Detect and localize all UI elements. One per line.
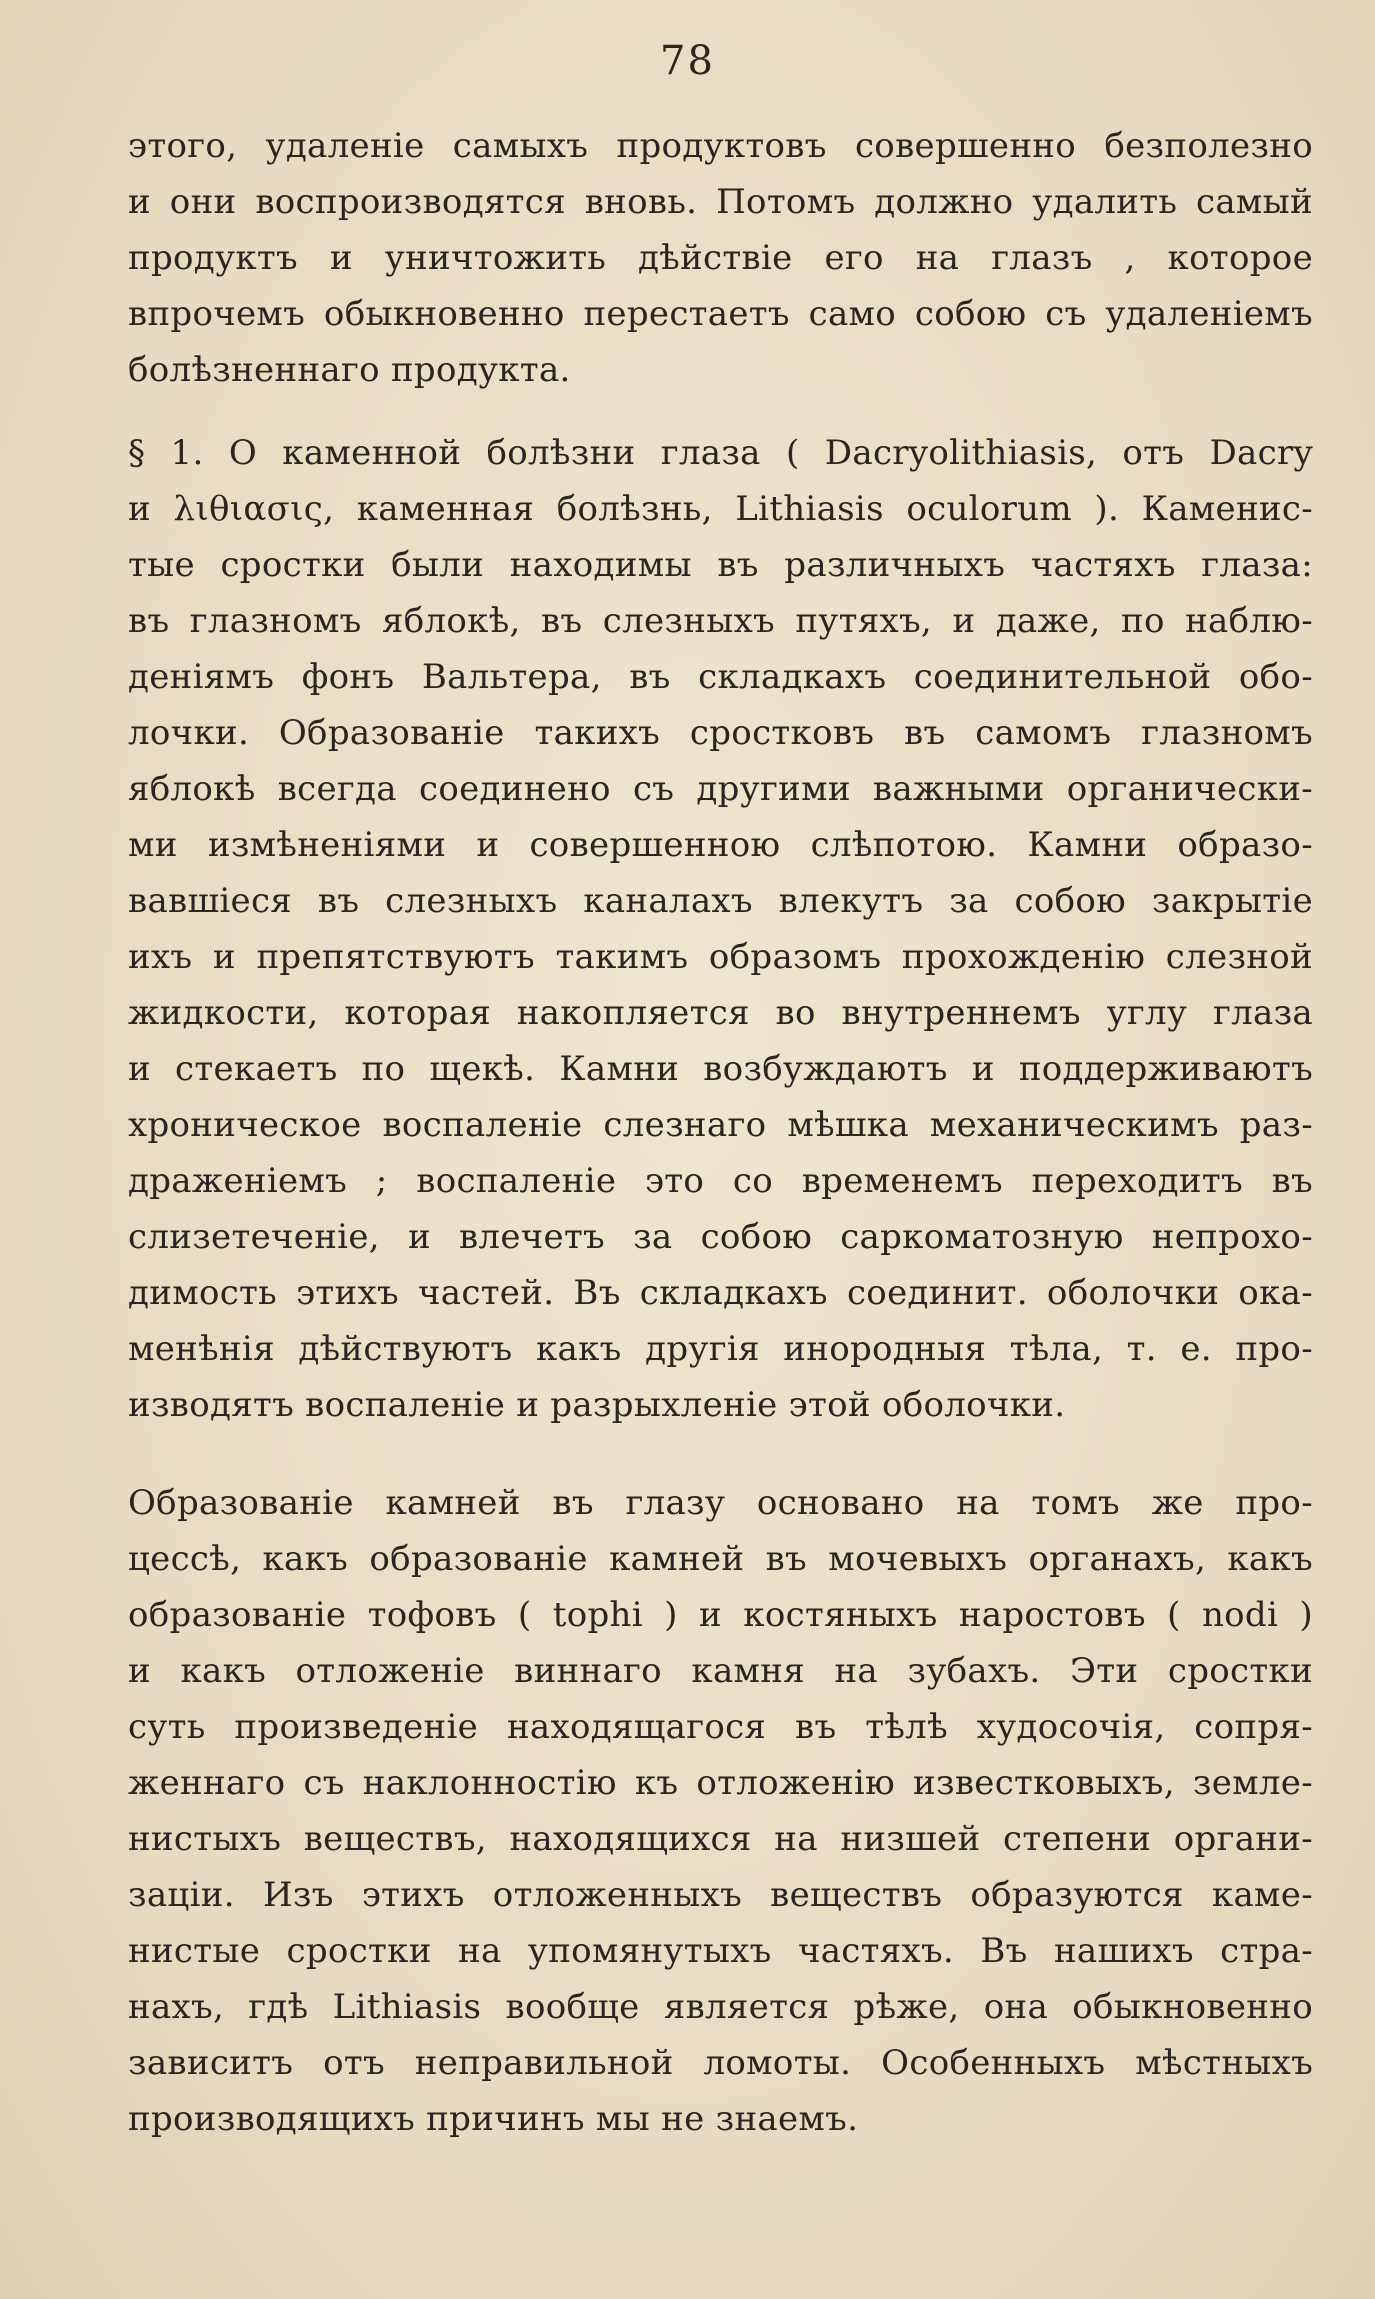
text-line: этого, удаленіе самыхъ продуктовъ совершенно безполезно [128, 126, 1313, 166]
text-line: цессѣ, какъ образованіе камней въ мочевыхъ органахъ, какъ [128, 1539, 1313, 1579]
text-line: изводятъ воспаленіе и разрыхленіе этой оболочки. [128, 1385, 1066, 1425]
text-line: тые сростки были находимы въ различныхъ частяхъ глаза: [128, 545, 1313, 585]
text-line: ми измѣненіями и совершенною слѣпотою. Камни образо- [128, 825, 1313, 865]
text-line: заціи. Изъ этихъ отложенныхъ веществъ образуются каме- [128, 1875, 1313, 1915]
text-line: и стекаетъ по щекѣ. Камни возбуждаютъ и поддерживаютъ [128, 1049, 1313, 1089]
text-line: менѣнія дѣйствуютъ какъ другія инородныя тѣла, т. е. про- [128, 1329, 1313, 1369]
text-line: жидкости, которая накопляется во внутреннемъ углу глаза [128, 993, 1313, 1033]
text-line: болѣзненнаго продукта. [128, 350, 571, 390]
text-line: продуктъ и уничтожить дѣйствіе его на глазъ , которое [128, 238, 1313, 278]
text-line: хроническое воспаленіе слезнаго мѣшка механическимъ раз- [128, 1105, 1313, 1145]
text-line: женнаго съ наклонностію къ отложенію известковыхъ, земле- [128, 1763, 1313, 1803]
text-line: нистыхъ веществъ, находящихся на низшей степени органи- [128, 1819, 1313, 1859]
text-line: слизетеченіе, и влечетъ за собою саркоматозную непрохо- [128, 1217, 1313, 1257]
text-line: и какъ отложеніе виннаго камня на зубахъ. Эти сростки [128, 1651, 1313, 1691]
text-line: и λιθιασις, каменная болѣзнь, Lithiasis oculorum ). Каменис- [128, 489, 1313, 529]
text-line: впрочемъ обыкновенно перестаетъ само собою съ удаленіемъ [128, 294, 1313, 334]
text-line: вавшіеся въ слезныхъ каналахъ влекутъ за собою закрытіе [128, 881, 1313, 921]
text-line: суть произведеніе находящагося въ тѣлѣ худосочія, сопря- [128, 1707, 1313, 1747]
text-line: зависитъ отъ неправильной ломоты. Особенныхъ мѣстныхъ [128, 2043, 1313, 2083]
text-line: образованіе тофовъ ( tophi ) и костяныхъ наростовъ ( nodi ) [128, 1595, 1313, 1635]
text-line: драженіемъ ; воспаленіе это со временемъ переходитъ въ [128, 1161, 1313, 1201]
text-line: и они воспроизводятся вновь. Потомъ должно удалить самый [128, 182, 1313, 222]
paragraph-1 [128, 118, 1313, 398]
text-line: Образованіе камней въ глазу основано на томъ же про- [128, 1483, 1313, 1523]
paragraph-2 [128, 425, 1313, 1433]
text-line: производящихъ причинъ мы не знаемъ. [128, 2099, 859, 2139]
text-line: нистые сростки на упомянутыхъ частяхъ. Въ нашихъ стра- [128, 1931, 1313, 1971]
section-heading-line: § 1. О каменной болѣзни глаза ( Dacryolithiasis, отъ Dacry [128, 433, 1313, 473]
text-line: ихъ и препятствуютъ такимъ образомъ прохожденію слезной [128, 937, 1313, 977]
text-line: деніямъ фонъ Вальтера, въ складкахъ соединительной обо- [128, 657, 1313, 697]
paragraph-3 [128, 1475, 1313, 2147]
text-line: яблокѣ всегда соединено съ другими важными органически- [128, 769, 1313, 809]
text-line: нахъ, гдѣ Lithiasis вообще является рѣже, она обыкновенно [128, 1987, 1313, 2027]
text-line: димость этихъ частей. Въ складкахъ соединит. оболочки ока- [128, 1273, 1313, 1313]
text-line: лочки. Образованіе такихъ сростковъ въ самомъ глазномъ [128, 713, 1313, 753]
page-number: 78 [660, 38, 715, 84]
text-line: въ глазномъ яблокѣ, въ слезныхъ путяхъ, и даже, по наблю- [128, 601, 1313, 641]
